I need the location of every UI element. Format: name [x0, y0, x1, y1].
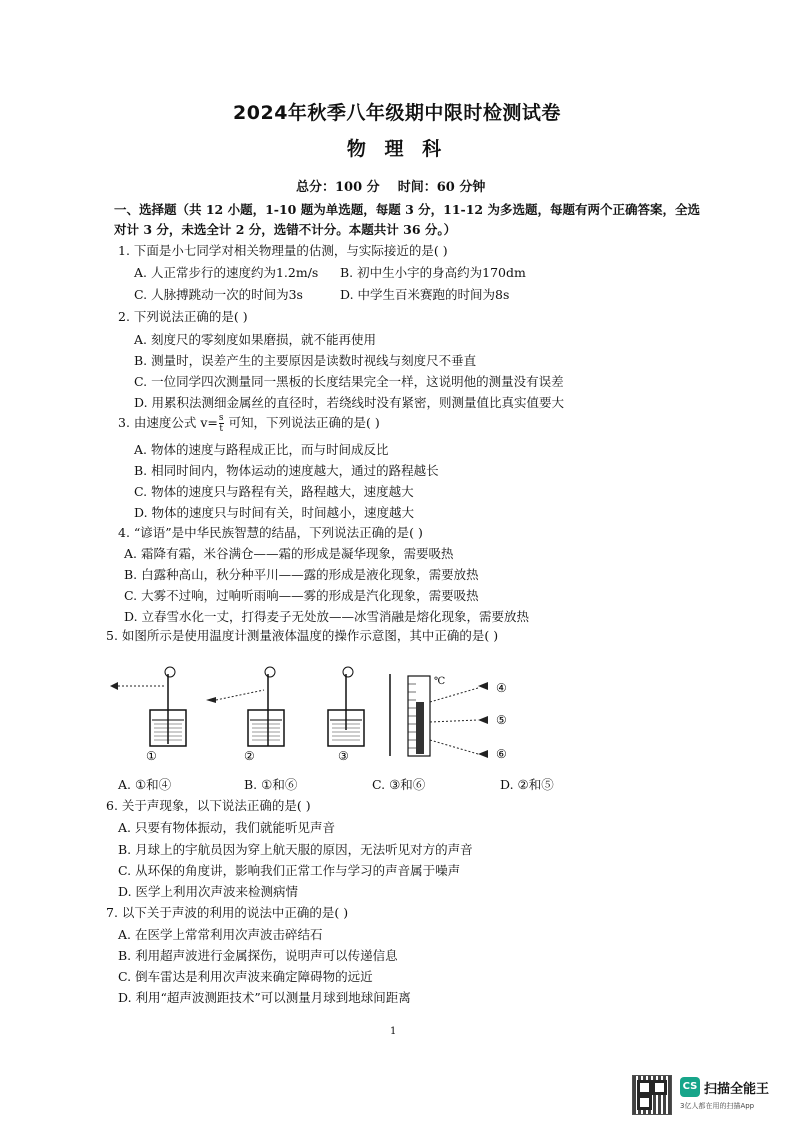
q4-option-d: D. 立春雪水化一丈，打得麦子无处放——冰雪消融是熔化现象，需要放热 [124, 609, 530, 624]
question-4-stem: 4. “谚语”是中华民族智慧的结晶，下列说法正确的是( ) [118, 525, 423, 540]
q3-fraction [219, 413, 224, 434]
app-tagline: 3亿人都在用的扫描App [680, 1102, 755, 1110]
question-6-stem: 6. 关于声现象，以下说法正确的是( ) [106, 798, 311, 813]
thermometer-figure [108, 660, 528, 770]
app-name: 扫描全能王 [704, 1082, 770, 1097]
q1-option-b: B. 初中生小宇的身高约为170dm [340, 265, 526, 280]
question-2-stem: 2. 下列说法正确的是( ) [118, 309, 248, 324]
q6-option-d: D. 医学上利用次声波来检测病情 [118, 884, 299, 899]
beaker-2 [248, 667, 284, 746]
beaker-1 [150, 667, 186, 746]
figure-label-1: ① [146, 749, 157, 763]
q2-option-b: B. 测量时，误差产生的主要原因是读数时视线与刻度尺不垂直 [134, 353, 477, 368]
beaker-3 [328, 667, 364, 746]
figure-label-4: ④ [496, 681, 507, 695]
section-line-1: 一、选择题（共 12 小题，1-10 题为单选题，每题 3 分，11-12 为多选题，每题有两个正确答案，全选 [114, 202, 700, 217]
figure-label-2: ② [244, 749, 255, 763]
scanner-watermark [632, 1075, 782, 1115]
question-5-stem: 5. 如图所示是使用温度计测量液体温度的操作示意图，其中正确的是( ) [106, 628, 499, 643]
q5-option-b: B. ①和⑥ [244, 777, 298, 792]
q6-option-c: C. 从环保的角度讲，影响我们正常工作与学习的声音属于噪声 [118, 863, 461, 878]
q1-option-c: C. 人脉搏跳动一次的时间为3s [134, 287, 303, 302]
q3-option-a: A. 物体的速度与路程成正比，而与时间成反比 [134, 442, 389, 457]
q4-option-a: A. 霜降有霜，米谷满仓——霜的形成是凝华现象，需要吸热 [124, 546, 454, 561]
q5-option-c: C. ③和⑥ [372, 777, 426, 792]
q3-option-b: B. 相同时间内，物体运动的速度越大，通过的路程越长 [134, 463, 439, 478]
q4-option-c: C. 大雾不过响，过响听雨响——雾的形成是汽化现象，需要吸热 [124, 588, 479, 603]
q7-option-d: D. 利用“超声波测距技术”可以测量月球到地球间距离 [118, 990, 411, 1005]
eye-icon [206, 697, 216, 703]
q5-option-a: A. ①和④ [118, 777, 172, 792]
q7-option-b: B. 利用超声波进行金属探伤，说明声可以传递信息 [118, 948, 398, 963]
q2-option-c: C. 一位同学四次测量同一黑板的长度结果完全一样，这说明他的测量没有误差 [134, 374, 564, 389]
camscanner-logo-icon: CS [680, 1077, 700, 1097]
q3-option-d: D. 物体的速度只与时间有关，时间越小，速度越大 [134, 505, 415, 520]
question-1-stem: 1. 下面是小七同学对相关物理量的估测，与实际接近的是( ) [118, 243, 448, 258]
q3-stem-suffix: 可知，下列说法正确的是( ) [224, 415, 380, 430]
figure-label-5: ⑤ [496, 713, 507, 727]
q5-option-d: D. ②和⑤ [500, 777, 554, 792]
q3-stem-prefix: 3. 由速度公式 v= [118, 415, 218, 430]
section-line-2: 对计 3 分，未选全计 2 分，选错不计分。本题共计 36 分。） [114, 222, 457, 237]
eye-icon [478, 682, 488, 690]
sightline-6 [430, 740, 478, 754]
q7-option-c: C. 倒车雷达是利用次声波来确定障碍物的远近 [118, 969, 373, 984]
section-heading [114, 200, 714, 240]
q6-option-a: A. 只要有物体振动，我们就能听见声音 [118, 820, 335, 835]
eye-icon [110, 682, 118, 690]
sightline-5 [430, 720, 478, 722]
exam-subject: 物 理 科 [346, 138, 448, 160]
q6-option-b: B. 月球上的宇航员因为穿上航天服的原因，无法听见对方的声音 [118, 842, 473, 857]
sightline-2 [216, 690, 264, 700]
q1-option-d: D. 中学生百米赛跑的时间为8s [340, 287, 510, 302]
q4-option-b: B. 白露种高山，秋分种平川——露的形成是液化现象，需要放热 [124, 567, 479, 582]
page-number: 1 [390, 1026, 397, 1037]
sightline-4 [430, 688, 478, 702]
q2-option-d: D. 用累积法测细金属丝的直径时，若绕线时没有紧密，则测量值比真实值要大 [134, 395, 565, 410]
eye-icon [478, 750, 488, 758]
celsius-unit: ℃ [434, 676, 446, 687]
q2-option-a: A. 刻度尺的零刻度如果磨损，就不能再使用 [134, 332, 376, 347]
q3-fraction-den: t [219, 424, 224, 434]
q3-fraction-num: s [218, 413, 224, 423]
q1-option-a: A. 人正常步行的速度约为1.2m/s [134, 265, 319, 280]
figure-label-3: ③ [338, 749, 349, 763]
figure-label-6: ⑥ [496, 747, 507, 761]
eye-icon [478, 716, 488, 724]
thermometer-scale [390, 674, 430, 756]
exam-meta: 总分：100 分 时间：60 分钟 [296, 180, 486, 195]
q7-option-a: A. 在医学上常常利用次声波击碎结石 [118, 927, 323, 942]
question-7-stem: 7. 以下关于声波的利用的说法中正确的是( ) [106, 905, 349, 920]
qr-code-icon [632, 1075, 672, 1115]
question-3-stem [118, 413, 380, 434]
q3-option-c: C. 物体的速度只与路程有关，路程越大，速度越大 [134, 484, 414, 499]
exam-title: 2024年秋季八年级期中限时检测试卷 [233, 102, 561, 124]
